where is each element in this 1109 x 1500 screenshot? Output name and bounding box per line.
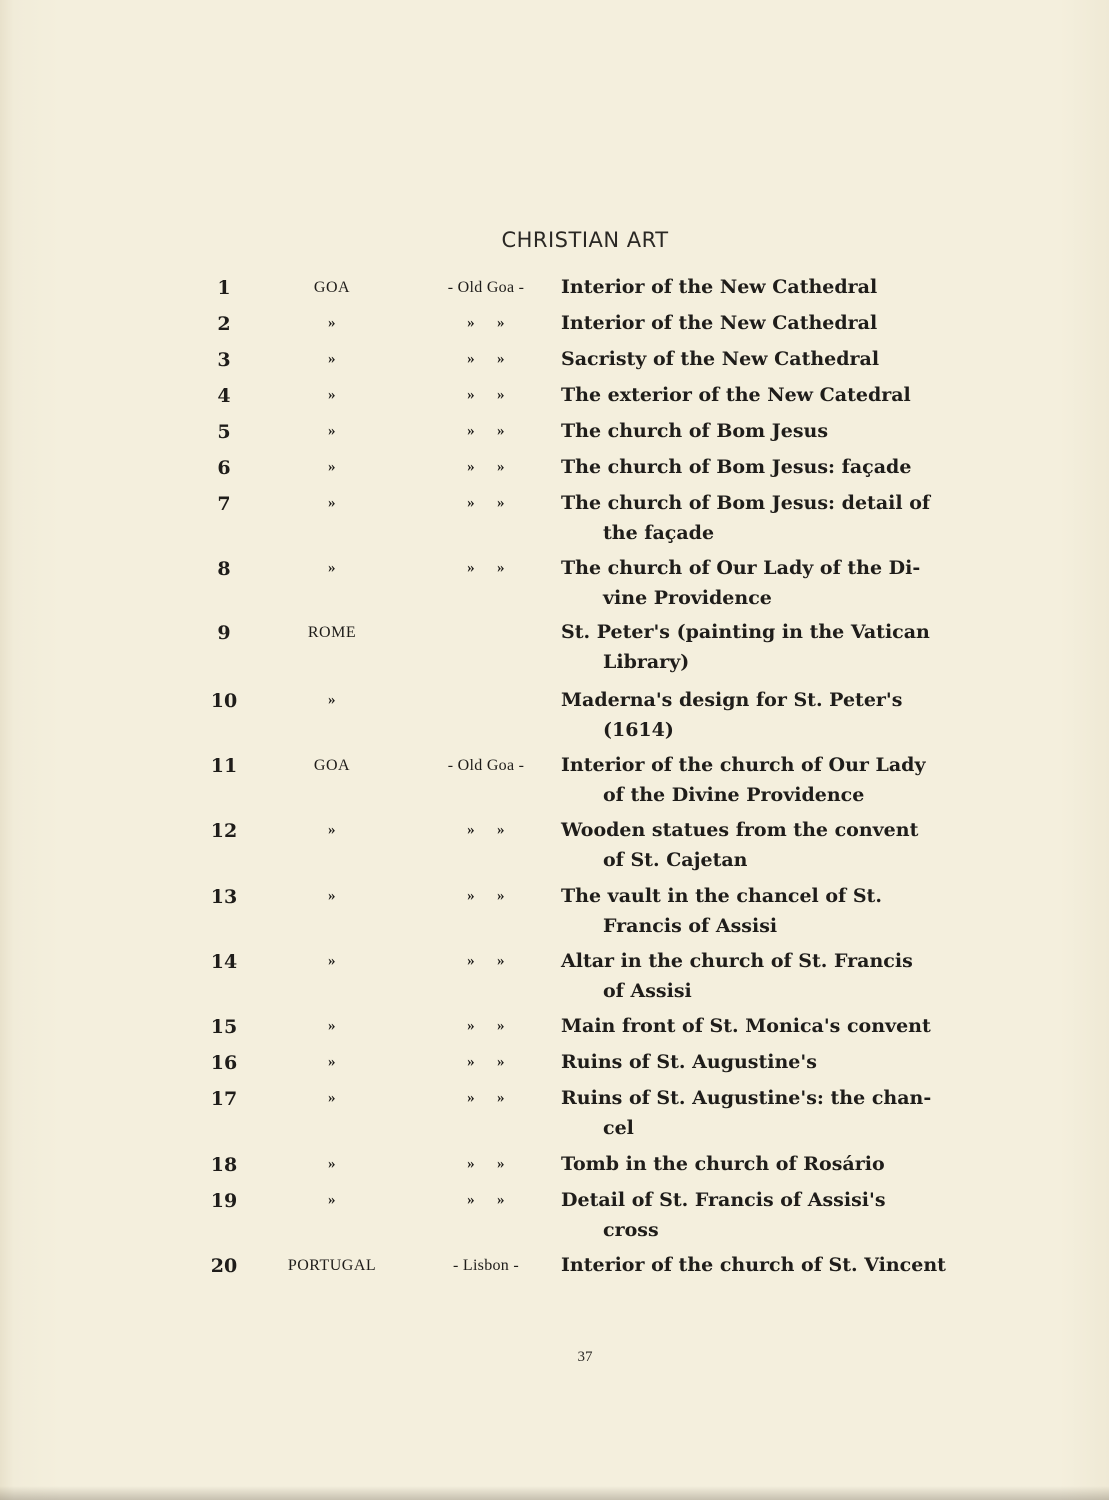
entry-description xyxy=(561,946,967,1006)
entry-number: 5 xyxy=(217,421,231,443)
entry-number: 19 xyxy=(210,1190,238,1212)
entry-number: 18 xyxy=(210,1154,238,1176)
entry-place: » xyxy=(328,560,336,576)
entry-city: » » xyxy=(467,953,505,969)
entry-city: » » xyxy=(467,1156,505,1172)
entry-city: » » xyxy=(467,1054,505,1070)
entry-place: » xyxy=(328,953,336,969)
entry-description xyxy=(561,1047,967,1077)
description-continuation-line: Library) xyxy=(603,651,690,673)
entry-number: 20 xyxy=(210,1255,238,1277)
description-continuation-line: the façade xyxy=(603,522,715,544)
description-line: Main front of St. Monica's convent xyxy=(561,1015,931,1037)
entry-place: » xyxy=(328,1192,336,1208)
entry-city: - Lisbon - xyxy=(452,1257,520,1274)
description-continuation-line: of the Divine Providence xyxy=(603,784,865,806)
entry-place: » xyxy=(328,315,336,331)
entry-number: 6 xyxy=(217,457,231,479)
entry-description xyxy=(561,416,967,446)
entry-city: » » xyxy=(467,560,505,576)
entry-description xyxy=(561,1011,967,1041)
entry-description xyxy=(561,344,967,374)
entry-city: » » xyxy=(467,351,505,367)
description-line: Interior of the New Cathedral xyxy=(561,312,878,334)
entry-number: 12 xyxy=(210,820,238,842)
entry-city: » » xyxy=(467,315,505,331)
entry-place: » xyxy=(328,1018,336,1034)
description-line: Interior of the church of St. Vincent xyxy=(561,1254,946,1276)
description-line: Maderna's design for St. Peter's xyxy=(561,689,903,711)
entry-description xyxy=(561,380,967,410)
entry-number: 1 xyxy=(217,277,231,299)
entry-place: » xyxy=(328,351,336,367)
entry-place: » xyxy=(328,888,336,904)
page-edge-shadow xyxy=(0,1486,1109,1500)
description-continuation-line: of St. Cajetan xyxy=(603,849,748,871)
entry-number: 10 xyxy=(210,690,238,712)
entry-city: » » xyxy=(467,423,505,439)
entry-description xyxy=(561,750,967,810)
entry-description xyxy=(561,815,967,875)
entry-place: PORTUGAL xyxy=(287,1257,377,1274)
description-line: Wooden statues from the convent xyxy=(561,819,919,841)
entry-city: - Old Goa - xyxy=(447,757,525,774)
entry-description xyxy=(561,1149,967,1179)
entry-city: » » xyxy=(467,459,505,475)
entry-description xyxy=(561,617,967,677)
description-continuation-line: Francis of Assisi xyxy=(603,915,778,937)
description-continuation-line: of Assisi xyxy=(603,980,692,1002)
entry-description xyxy=(561,452,967,482)
entry-city: » » xyxy=(467,387,505,403)
entry-description xyxy=(561,1083,967,1143)
description-line: Altar in the church of St. Francis xyxy=(561,950,913,972)
entry-description xyxy=(561,488,967,548)
description-line: Interior of the New Cathedral xyxy=(561,276,878,298)
description-continuation-line: cross xyxy=(603,1219,659,1241)
entry-number: 8 xyxy=(217,558,231,580)
page-number: 37 xyxy=(577,1349,593,1365)
entry-number: 2 xyxy=(217,313,231,335)
entry-number: 11 xyxy=(210,755,238,777)
description-continuation-line: vine Providence xyxy=(603,587,772,609)
entry-description xyxy=(561,308,967,338)
entry-description xyxy=(561,881,967,941)
entry-number: 17 xyxy=(210,1088,238,1110)
entry-description xyxy=(561,1185,967,1245)
entry-description xyxy=(561,272,967,302)
entry-place: » xyxy=(328,387,336,403)
description-line: Tomb in the church of Rosário xyxy=(561,1153,885,1175)
entry-place: GOA xyxy=(313,757,351,774)
description-line: The church of Bom Jesus: façade xyxy=(561,456,912,478)
entry-number: 13 xyxy=(210,886,238,908)
description-line: Ruins of St. Augustine's: the chan- xyxy=(561,1087,932,1109)
entry-number: 4 xyxy=(217,385,231,407)
entry-number: 3 xyxy=(217,349,231,371)
entry-number: 7 xyxy=(217,493,231,515)
entry-description xyxy=(561,553,967,613)
description-line: St. Peter's (painting in the Vatican xyxy=(561,621,930,643)
entry-number: 16 xyxy=(210,1052,238,1074)
entry-city: » » xyxy=(467,1090,505,1106)
entry-number: 14 xyxy=(210,951,238,973)
entry-city: » » xyxy=(467,495,505,511)
entry-place: » xyxy=(328,1090,336,1106)
entry-place: » xyxy=(328,1156,336,1172)
description-continuation-line: cel xyxy=(603,1117,634,1139)
description-line: The church of Bom Jesus xyxy=(561,420,829,442)
entry-city: » » xyxy=(467,822,505,838)
entry-description xyxy=(561,685,967,745)
description-line: The vault in the chancel of St. xyxy=(561,885,882,907)
entry-place: GOA xyxy=(313,279,351,296)
description-line: Detail of St. Francis of Assisi's xyxy=(561,1189,886,1211)
description-continuation-line: (1614) xyxy=(603,719,674,741)
entry-city: » » xyxy=(467,1018,505,1034)
entry-place: » xyxy=(328,459,336,475)
description-line: Ruins of St. Augustine's xyxy=(561,1051,817,1073)
entry-city: » » xyxy=(467,1192,505,1208)
entry-description xyxy=(561,1250,967,1280)
entry-place: » xyxy=(328,822,336,838)
description-line: The church of Our Lady of the Di- xyxy=(561,557,921,579)
description-line: Sacristy of the New Cathedral xyxy=(561,348,880,370)
entry-place: ROME xyxy=(307,624,357,641)
description-line: The church of Bom Jesus: detail of xyxy=(561,492,931,514)
page-title: CHRISTIAN ART xyxy=(501,228,669,252)
description-line: Interior of the church of Our Lady xyxy=(561,754,926,776)
entry-number: 9 xyxy=(217,622,231,644)
entry-city: » » xyxy=(467,888,505,904)
entry-place: » xyxy=(328,692,336,708)
entry-city: - Old Goa - xyxy=(447,279,525,296)
entry-place: » xyxy=(328,495,336,511)
entry-place: » xyxy=(328,423,336,439)
entry-number: 15 xyxy=(210,1016,238,1038)
description-line: The exterior of the New Catedral xyxy=(561,384,911,406)
entry-place: » xyxy=(328,1054,336,1070)
